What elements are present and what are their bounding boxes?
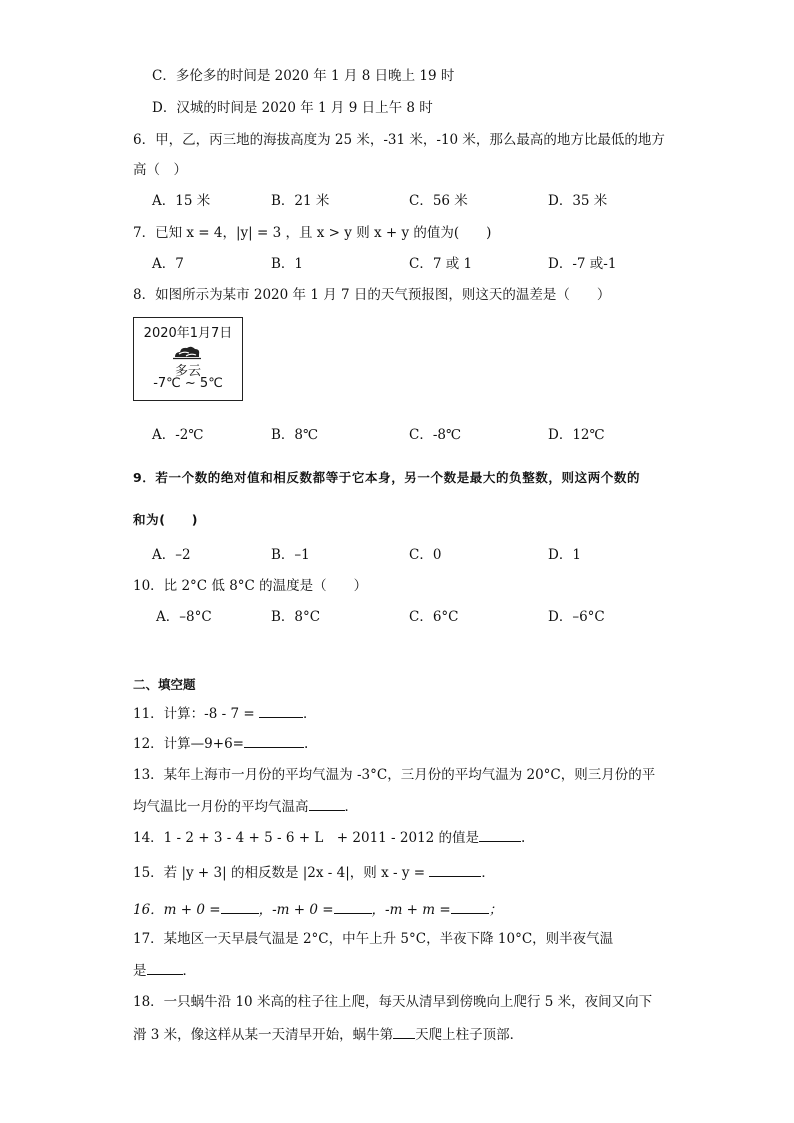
q15-answer-blank[interactable] bbox=[429, 862, 481, 877]
q8-stem: 8．如图所示为某市 2020 年 1 月 7 日的天气预报图，则这天的温差是（ ） bbox=[133, 287, 611, 303]
q18-line2 bbox=[133, 1024, 523, 1045]
q6-option-c: C．56 米 bbox=[409, 193, 468, 209]
q11-answer-blank[interactable] bbox=[259, 703, 303, 718]
q15-end: ． bbox=[481, 865, 495, 881]
q9-option-b: B．–1 bbox=[271, 547, 310, 563]
q9-option-c: C．0 bbox=[409, 547, 442, 563]
q16-part3: ，-m + m = bbox=[371, 902, 451, 918]
q17-end: ． bbox=[182, 963, 196, 979]
q6-option-d: D．35 米 bbox=[548, 193, 608, 209]
q13-line2-text: 均气温比一月份的平均气温高 bbox=[133, 799, 309, 815]
q12-answer-blank[interactable] bbox=[244, 733, 304, 748]
q12-end: . bbox=[303, 736, 309, 752]
q16-blank-2[interactable] bbox=[334, 899, 372, 914]
q7-option-d: D．-7 或-1 bbox=[548, 256, 617, 272]
q12 bbox=[133, 733, 308, 754]
forecast-condition: 多云 bbox=[174, 364, 201, 379]
q6-stem-line1: 6．甲，乙，丙三地的海拔高度为 25 米，-31 米，-10 米，那么最高的地方比最低的地方 bbox=[133, 132, 665, 148]
q18-answer-blank[interactable] bbox=[393, 1024, 415, 1039]
q7-stem: 7．已知 x = 4，|y| = 3 ，且 x > y 则 x + y 的值为( ) bbox=[133, 225, 492, 241]
q16-part1: 16．m + 0 = bbox=[133, 902, 221, 918]
q10-option-d: D．–6°C bbox=[548, 609, 605, 625]
q6-option-b: B．21 米 bbox=[271, 193, 330, 209]
q16-blank-1[interactable] bbox=[221, 899, 259, 914]
q13-end: ． bbox=[344, 799, 358, 815]
q18-line2a: 滑 3 米，像这样从某一天清早开始，蜗牛第 bbox=[133, 1027, 394, 1043]
q16 bbox=[133, 899, 502, 920]
forecast-date: 2020年1月7日 bbox=[143, 326, 233, 341]
q9-stem-line1: 9．若一个数的绝对值和相反数都等于它本身，另一个数是最大的负整数，则这两个数的 bbox=[133, 470, 641, 485]
q17-line2-text: 是 bbox=[133, 963, 147, 979]
q6-option-a: A．15 米 bbox=[152, 193, 211, 209]
q9-option-d: D．1 bbox=[548, 547, 581, 563]
weather-forecast-figure bbox=[133, 317, 243, 401]
q5-option-d: D．汉城的时间是 2020 年 1 月 9 日上午 8 时 bbox=[152, 100, 433, 116]
q13-line2 bbox=[133, 796, 358, 817]
forecast-temperature-range: -7℃ ~ 5℃ bbox=[153, 376, 223, 391]
q18-line2b: 天爬上柱子顶部． bbox=[415, 1027, 524, 1043]
q10-option-b: B．8°C bbox=[271, 609, 321, 625]
q10-stem: 10．比 2°C 低 8°C 的温度是（ ） bbox=[133, 578, 368, 594]
q7-option-a: A．7 bbox=[152, 256, 184, 272]
q15-text: 15．若 |y + 3| 的相反数是 |2x - 4|，则 x - y = bbox=[133, 865, 426, 881]
q9-option-a: A．–2 bbox=[152, 547, 191, 563]
q13-line1: 13．某年上海市一月份的平均气温为 -3°C，三月份的平均气温为 20°C，则三月份的平 bbox=[133, 767, 656, 783]
q14-end: . bbox=[521, 830, 526, 846]
q16-blank-3[interactable] bbox=[451, 899, 489, 914]
q18-line1: 18．一只蜗牛沿 10 米高的柱子往上爬，每天从清早到傍晚向上爬行 5 米，夜间又向下 bbox=[133, 994, 653, 1010]
q7-option-c: C．7 或 1 bbox=[409, 256, 473, 272]
q13-answer-blank[interactable] bbox=[309, 796, 345, 811]
q11-end: ． bbox=[302, 706, 317, 722]
q8-option-d: D．12℃ bbox=[548, 427, 605, 443]
q10-option-c: C．6°C bbox=[409, 609, 459, 625]
q5-option-c: C．多伦多的时间是 2020 年 1 月 8 日晚上 19 时 bbox=[152, 68, 455, 84]
cloudy-weather-icon bbox=[172, 344, 202, 360]
q6-stem-line2: 高（ ） bbox=[133, 162, 187, 178]
q10-option-a: A．–8°C bbox=[156, 609, 212, 625]
q16-end: ； bbox=[488, 902, 503, 918]
q12-text: 12．计算—9+6= bbox=[133, 736, 244, 752]
q8-option-c: C．-8℃ bbox=[409, 427, 462, 443]
q14 bbox=[133, 827, 525, 848]
q11-text: 11．计算：-8 - 7 = bbox=[133, 706, 255, 722]
q14-text: 14．1 - 2 + 3 - 4 + 5 - 6 + L + 2011 - 2012 的值是 bbox=[133, 830, 480, 846]
q8-option-b: B．8℃ bbox=[271, 427, 319, 443]
q8-option-a: A．-2℃ bbox=[152, 427, 204, 443]
q15 bbox=[133, 862, 495, 883]
q17-answer-blank[interactable] bbox=[147, 960, 183, 975]
q17-line1: 17．某地区一天早晨气温是 2°C，中午上升 5°C，半夜下降 10°C，则半夜气温 bbox=[133, 931, 614, 947]
q14-answer-blank[interactable] bbox=[479, 827, 521, 842]
q11 bbox=[133, 703, 316, 724]
q16-part2: ，-m + 0 = bbox=[258, 902, 334, 918]
q17-line2 bbox=[133, 960, 196, 981]
q7-option-b: B．1 bbox=[271, 256, 304, 272]
section-title-fill-in-blank: 二、填空题 bbox=[133, 677, 196, 692]
q9-stem-line2: 和为( ) bbox=[133, 512, 199, 527]
